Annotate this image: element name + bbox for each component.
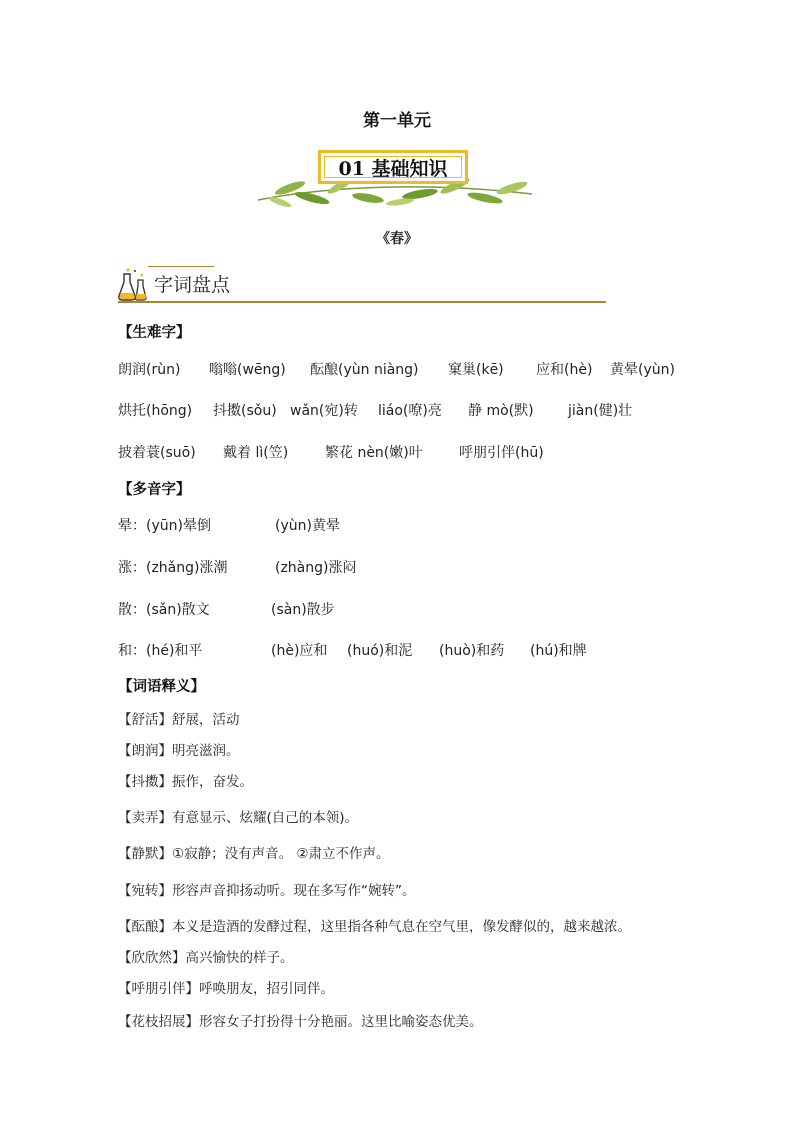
polyphones-heading: 【多音字】 [118,482,191,498]
definition-item: 【静默】①寂静；没有声音。 ②肃立不作声。 [118,846,390,862]
list-item: 朗润(rùn) [118,362,181,378]
definition-item: 【抖擞】振作，奋发。 [118,774,253,790]
list-item: 和：(hé)和平 [118,643,203,659]
list-item: wǎn(宛)转 [290,403,358,419]
list-item: 烘托(hōng) [118,403,193,419]
banner-title: 01 基础知识 [318,150,468,184]
section-header [118,262,608,304]
definition-item: 【花枝招展】形容女子打扮得十分艳丽。这里比喻姿态优美。 [118,1014,483,1030]
list-item: 繁花 nèn(嫩)叶 [325,445,423,461]
list-item: 晕：(yūn)晕倒 [118,518,211,534]
list-item: 窠巢(kē) [448,362,504,378]
list-item: jiàn(健)壮 [568,403,633,419]
list-item: (yùn)黄晕 [275,518,340,534]
list-item: 嗡嗡(wēng) [209,362,286,378]
section-title: 字词盘点 [154,274,231,296]
lesson-title: 《春》 [376,231,418,247]
list-item: (hè)应和 [271,643,328,659]
list-item: 抖擞(sǒu) [213,403,277,419]
definition-item: 【舒活】舒展，活动 [118,712,240,728]
definition-item: 【宛转】形容声音抑扬动听。现在多写作“婉转”。 [118,883,416,899]
list-item: 散：(sǎn)散文 [118,602,210,618]
title-banner [250,142,540,212]
list-item: 静 mò(默) [468,403,534,419]
list-item: (zhàng)涨闷 [275,560,357,576]
hard-chars-heading: 【生难字】 [118,325,191,341]
list-item: (huò)和药 [439,643,505,659]
flask-icon [118,266,152,302]
list-item: (huó)和泥 [347,643,413,659]
list-item: 涨：(zhǎng)涨潮 [118,560,228,576]
list-item: 黄晕(yùn) [610,362,675,378]
definition-item: 【呼朋引伴】呼唤朋友，招引同伴。 [118,981,334,997]
definition-item: 【朗润】明亮滋润。 [118,743,240,759]
list-item: liáo(嘹)亮 [378,403,442,419]
definition-item: 【欣欣然】高兴愉快的样子。 [118,950,294,966]
list-item: 呼朋引伴(hū) [459,445,544,461]
list-item: 戴着 lì(笠) [223,445,289,461]
vocab-heading: 【词语释义】 [118,679,205,695]
list-item: (sàn)散步 [271,602,335,618]
list-item: 应和(hè) [536,362,593,378]
list-item: 披着蓑(suō) [118,445,196,461]
definition-item: 【酝酿】本义是造酒的发酵过程，这里指各种气息在空气里，像发酵似的，越来越浓。 [118,919,631,935]
list-item: (hú)和牌 [530,643,587,659]
unit-title: 第一单元 [363,111,431,131]
list-item: 酝酿(yùn niàng) [310,362,419,378]
definition-item: 【卖弄】有意显示、炫耀(自己的本领)。 [118,810,359,826]
